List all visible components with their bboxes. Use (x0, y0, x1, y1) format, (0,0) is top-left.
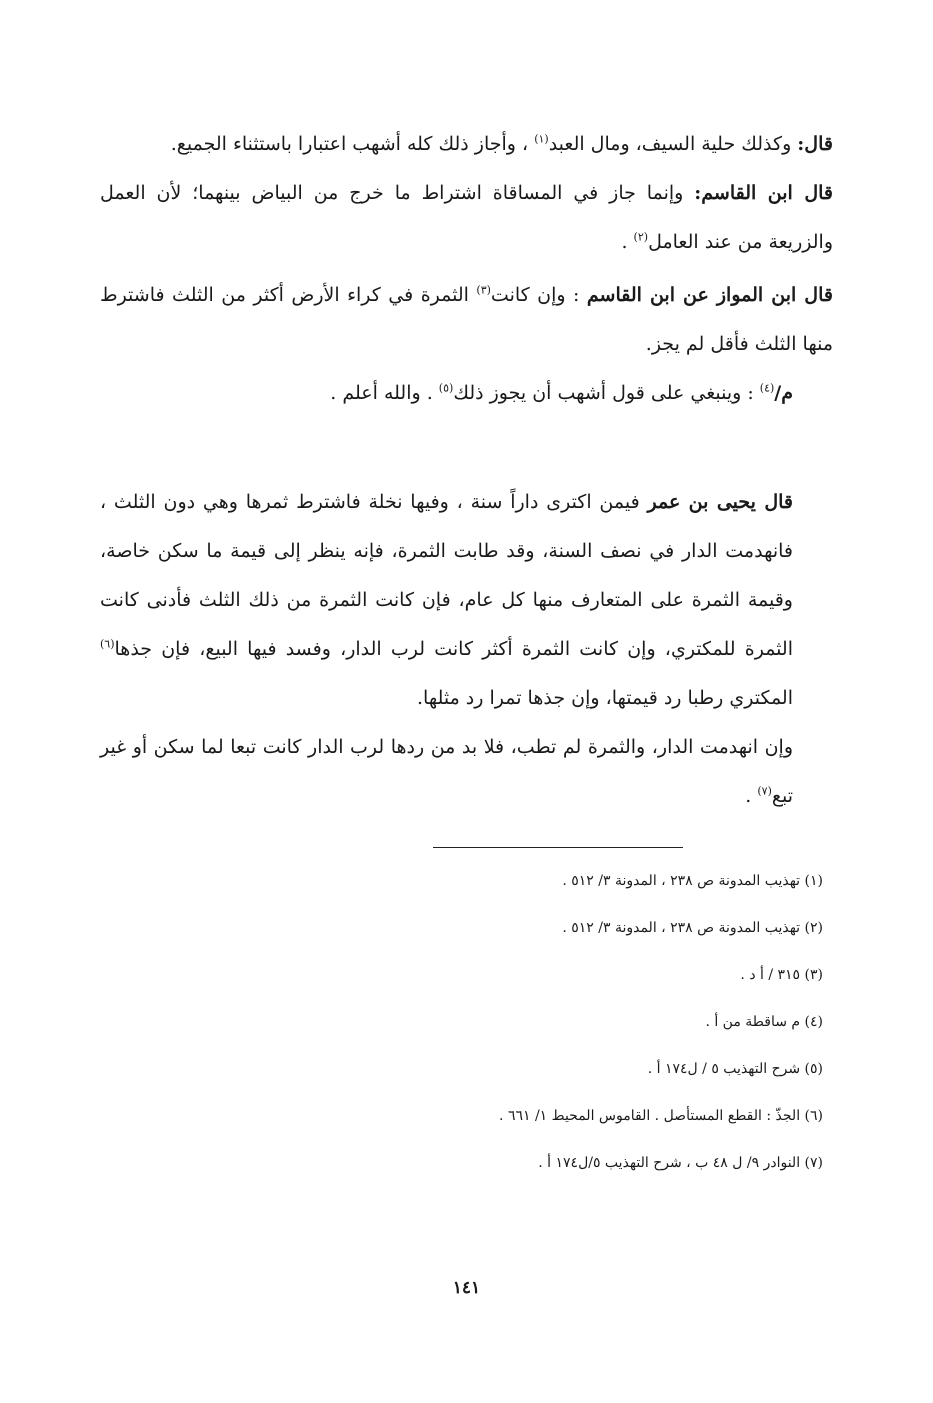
paragraph-text: الثمرة في كراء الأرض أكثر من الثلث فاشترط منها الثلث فأقل لم يجز. (100, 284, 833, 355)
paragraph-6 (100, 723, 833, 821)
page-number: ١٤١ (452, 1278, 481, 1298)
speaker-label: قال ابن القاسم: (694, 182, 834, 204)
footnote-7: (٧) النوادر ٩/ ل ٤٨ ب ، شرح التهذيب ٥/ل١٧٤ أ . (538, 1155, 823, 1171)
paragraph-1 (100, 120, 833, 169)
footnote-5: (٥) شرح التهذيب ٥ / ل١٧٤ أ . (647, 1061, 823, 1077)
footnote-2: (٢) تهذيب المدونة ص ٢٣٨ ، المدونة ٣/ ٥١٢ . (562, 920, 823, 936)
paragraph-text: . (621, 231, 634, 253)
paragraph-text: : وينبغي على قول أشهب أن يجوز ذلك (453, 382, 760, 404)
paragraph-text: المكتري رطبا رد قيمتها، وإن جذها تمرا رد مثلها. (416, 687, 793, 709)
paragraph-text: وكذلك حلية السيف، ومال العبد (548, 133, 798, 155)
paragraph-2 (100, 169, 833, 267)
footnote-ref-6[interactable]: (٦) (100, 637, 115, 651)
speaker-label: قال: (797, 133, 833, 155)
footnote-6: (٦) الجذّ : القطع المستأصل . القاموس المحيط ١/ ٦٦١ . (499, 1108, 823, 1124)
footnote-3: (٣) ٣١٥ / أ د . (740, 967, 823, 983)
paragraph-text: وإن انهدمت الدار، والثمرة لم تطب، فلا بد من ردها لرب الدار كانت تبعا لما سكن أو غير تبع (100, 736, 793, 807)
paragraph-text: فيمن اكترى داراً سنة ، وفيها نخلة فاشترط ثمرها وهي دون الثلث ، فانهدمت الدار في نصف السنة، وقد طابت الثمرة، فإنه ينظر إلى قيمة ما سكن خاصة، وقيمة الثمرة على المتعارف منها كل عام، فإن كانت الثمرة من ذلك الثلث فأدنى كانت الثمرة للمكتري، وإن كانت الثمرة أكثر كانت لرب الدار، وفسد فيها البيع، فإن جذها (100, 491, 793, 660)
footnote-ref-7[interactable]: (٧) (757, 784, 772, 798)
footnote-4: (٤) م ساقطة من أ . (705, 1014, 823, 1030)
paragraph-5 (100, 478, 833, 723)
paragraph-text: ، وأجاز ذلك كله أشهب اعتبارا باستثناء الجميع. (170, 133, 535, 155)
paragraph-text: وإنما جاز في المساقاة اشتراط ما خرج من البياض بينهما؛ لأن العمل والزريعة من عند العامل (100, 182, 833, 253)
paragraph-text: . والله أعلم . (330, 382, 439, 404)
footnote-ref-2[interactable]: (٢) (633, 230, 649, 244)
paragraph-text: : وإن كانت (490, 284, 587, 306)
footnotes-list (100, 858, 833, 1187)
speaker-label: م/ (774, 382, 793, 404)
paragraph-text: . (745, 785, 758, 807)
paragraph-4 (100, 369, 833, 418)
speaker-label: قال يحيى بن عمر (647, 491, 793, 513)
footnote-ref-4[interactable]: (٤) (759, 381, 775, 395)
footnote-ref-5[interactable]: (٥) (438, 381, 454, 395)
footnote-ref-3[interactable]: (٣) (476, 283, 491, 297)
footnote-ref-1[interactable]: (١) (534, 132, 549, 146)
footnote-divider (433, 847, 683, 848)
paragraph-3 (100, 271, 833, 369)
footnote-1: (١) تهذيب المدونة ص ٢٣٨ ، المدونة ٣/ ٥١٢ . (562, 873, 823, 889)
speaker-label: قال ابن المواز عن ابن القاسم (586, 284, 833, 306)
